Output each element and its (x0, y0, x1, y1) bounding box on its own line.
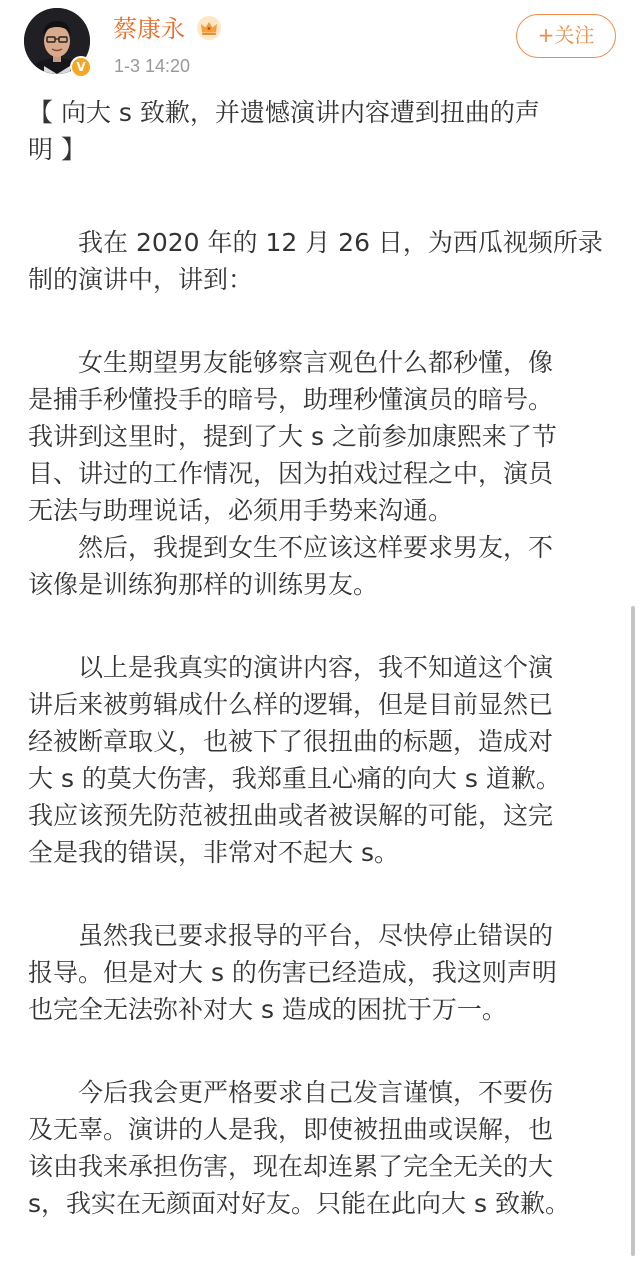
paragraph-line: 虽然我已要求报导的平台，尽快停止错误的 (78, 921, 554, 950)
paragraph-line: 目、讲过的工作情况，因为拍戏过程之中，演员 (28, 459, 554, 488)
paragraph-line: 我在 2020 年的 12 月 26 日，为西瓜视频所录 (78, 228, 603, 257)
paragraph-line: 然后，我提到女生不应该这样要求男友，不 (78, 533, 554, 562)
paragraph-line: 无法与助理说话，必须用手势来沟通。 (28, 496, 454, 525)
scrollbar[interactable] (631, 606, 635, 1256)
paragraph-line: 大 s 的莫大伤害，我郑重且心痛的向大 s 道歉。 (28, 764, 561, 793)
follow-button[interactable]: +关注 (516, 14, 616, 58)
paragraph-line: 全是我的错误，非常对不起大 s。 (28, 838, 399, 867)
paragraph-line: 该像是训练狗那样的训练男友。 (28, 570, 379, 599)
paragraph-line: 是捕手秒懂投手的暗号，助理秒懂演员的暗号。 (28, 385, 554, 414)
paragraph-line: 经被断章取义，也被下了很扭曲的标题，造成对 (28, 727, 554, 756)
paragraph-line: 以上是我真实的演讲内容，我不知道这个演 (78, 653, 554, 682)
paragraph-line: 女生期望男友能够察言观色什么都秒懂，像 (78, 348, 554, 377)
paragraph-line: 我讲到这里时，提到了大 s 之前参加康熙来了节 (28, 422, 557, 451)
paragraph-line: 我应该预先防范被扭曲或者被误解的可能，这完 (28, 801, 554, 830)
paragraph-line: 讲后来被剪辑成什么样的逻辑，但是目前显然已 (28, 690, 554, 719)
paragraph-line: 该由我来承担伤害，现在却连累了完全无关的大 (28, 1152, 554, 1181)
paragraph-line: 及无辜。演讲的人是我，即使被扭曲或误解，也 (28, 1115, 554, 1144)
paragraph-line: 今后我会更严格要求自己发言谨慎，不要伤 (78, 1078, 554, 1107)
paragraph-line: 也完全无法弥补对大 s 造成的困扰于万一。 (28, 995, 507, 1024)
paragraph-line: s，我实在无颜面对好友。只能在此向大 s 致歉。 (28, 1189, 570, 1218)
crown-icon (196, 15, 222, 41)
post-body (28, 94, 614, 1222)
verified-icon: V (70, 56, 92, 78)
title-line: 明 】 (28, 135, 86, 164)
post-timestamp: 1-3 14:20 (114, 56, 191, 76)
paragraph-line: 制的演讲中，讲到： (28, 265, 254, 294)
paragraph-line: 报导。但是对大 s 的伤害已经造成，我这则声明 (28, 958, 557, 987)
title-line: 【 向大 s 致歉，并遗憾演讲内容遭到扭曲的声 (28, 98, 540, 127)
post-header (0, 0, 640, 90)
author-name[interactable]: 蔡康永 (113, 15, 185, 43)
